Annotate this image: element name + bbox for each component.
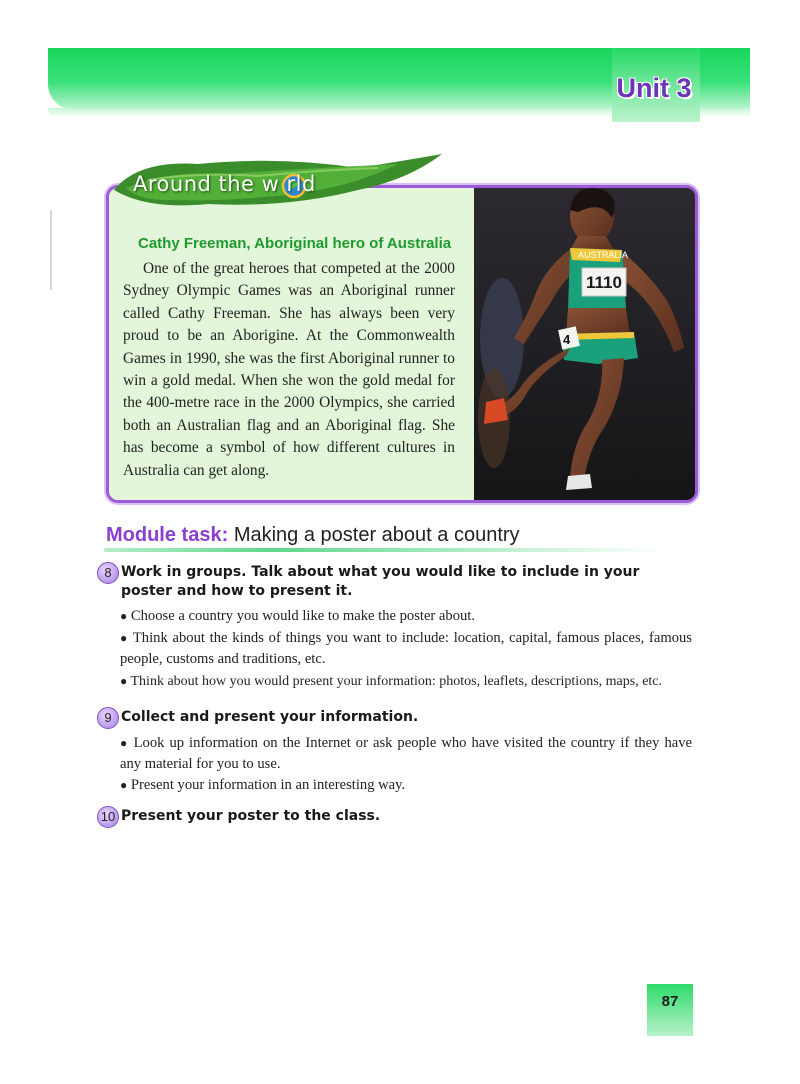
- task-bullet: ● Think about the kinds of things you want to include: location, capital, famous places, famous people, customs and traditions, etc.: [120, 630, 692, 667]
- page-number: 87: [661, 993, 679, 1010]
- task-title: Present your poster to the class.: [121, 808, 381, 824]
- task-bullet: ● Look up information on the Internet or ask people who have visited the country if they have any material for you to use.: [120, 735, 693, 772]
- bib-number: 1110: [586, 273, 622, 292]
- page-number-tab: [647, 984, 693, 1036]
- task-bullet: ● Present your information in an interesting way.: [120, 777, 406, 793]
- task-number-badge: 8: [97, 562, 119, 584]
- athlete-photo: [474, 188, 695, 500]
- feature-heading: Cathy Freeman, Aboriginal hero of Australia: [138, 235, 452, 252]
- margin-mark: [50, 210, 52, 290]
- task-number-badge: 10: [97, 806, 119, 828]
- module-task-label: Module task:: [106, 524, 229, 546]
- jersey-text: AUSTRALIA: [578, 250, 629, 260]
- task-number-badge: 9: [97, 707, 119, 729]
- runner-illustration: [474, 188, 695, 500]
- task-bullet: ● Think about how you would present your information: photos, leaflets, descriptions, maps, etc.: [120, 674, 663, 689]
- unit-title: Unit 3: [616, 73, 692, 103]
- module-task-rule: [104, 548, 664, 552]
- module-task-title: Making a poster about a country: [233, 524, 520, 546]
- side-number: 4: [563, 332, 571, 347]
- task-title: Collect and present your information.: [121, 709, 419, 725]
- module-task-heading: [106, 524, 520, 547]
- feature-body-text: One of the great heroes that competed at the 2000 Sydney Olympic Games was an Aboriginal runner called Cathy Freeman. She has always been very proud to be an Aborigine. At the Commonwealth Games in 1990, she was the first Aboriginal runner to win a gold medal. When she won the gold medal for the 400-metre race in the 2000 Olympics, she carried both an Australian flag and an Aboriginal flag. She has become a symbol of how different cultures in Australia can get along.: [123, 260, 455, 479]
- task-bullet: ● Choose a country you would like to make the poster about.: [120, 608, 476, 624]
- task-title: Work in groups. Talk about what you would like to include in your poster and how to present it.: [121, 564, 640, 599]
- banner-label: Around the w rld: [133, 172, 316, 196]
